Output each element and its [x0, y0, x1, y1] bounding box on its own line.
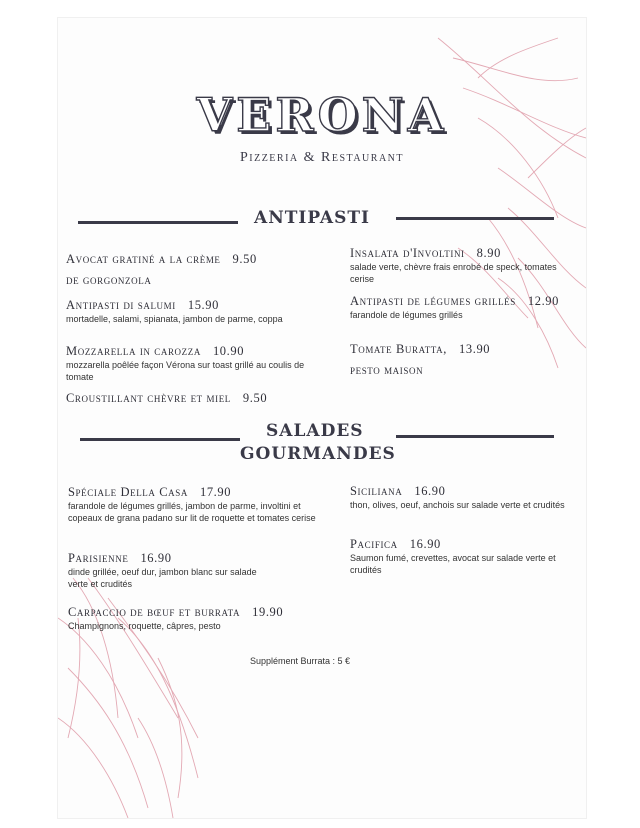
item-price: 16.90	[140, 551, 172, 565]
menu-item	[350, 246, 575, 285]
menu-item	[66, 252, 257, 288]
item-price: 10.90	[212, 344, 245, 358]
salades-title: SALADES	[266, 421, 364, 441]
menu-item	[68, 551, 278, 590]
menu-item	[66, 344, 306, 383]
menu-item	[350, 484, 575, 511]
menu-page	[58, 18, 586, 818]
menu-item	[350, 537, 570, 576]
item-description: farandole de légumes grillés, jambon de parme, involtini et copeaux de grana padano sur lit de roquette et tomates cerise	[68, 501, 316, 523]
item-title	[350, 484, 575, 499]
item-title	[350, 246, 575, 261]
item-title	[68, 551, 278, 566]
menu-item	[66, 298, 326, 325]
item-name: Pacifica	[350, 537, 398, 551]
item-name: Siciliana	[350, 484, 403, 498]
item-name: Croustillant chèvre et miel	[66, 391, 231, 405]
item-description: mortadelle, salami, spianata, jambon de parme, coppa	[66, 314, 283, 324]
item-name: Parisienne	[68, 551, 129, 565]
brand-tagline: Pizzeria & Restaurant	[239, 150, 405, 165]
item-name: Antipasti di salumi	[66, 298, 176, 312]
item-price: 9.50	[242, 391, 268, 405]
item-name: Spéciale Della Casa	[68, 485, 188, 499]
burrata-supplement-note: Supplément Burrata : 5 €	[250, 656, 351, 666]
menu-item	[350, 294, 582, 321]
item-description: mozzarella poêlée façon Vérona sur toast grillé au coulis de tomate	[66, 360, 305, 382]
menu-item	[350, 342, 490, 378]
item-description: salade verte, chèvre frais enrobé de speck, tomates cerise	[350, 262, 557, 284]
item-description: thon, olives, oeuf, anchois sur salade verte et crudités	[350, 500, 565, 510]
item-price: 8.90	[476, 246, 501, 260]
brand-logo: VERONA	[196, 88, 448, 142]
item-price: 16.90	[409, 537, 441, 551]
antipasti-rule-right	[396, 217, 554, 220]
item-description: Champignons, roquette, câpres, pesto	[68, 621, 221, 631]
salades-subtitle: GOURMANDES	[240, 444, 396, 464]
item-description: Saumon fumé, crevettes, avocat sur salade verte et crudités	[350, 553, 556, 575]
item-title	[66, 344, 306, 359]
item-name: Antipasti de légumes grillés	[350, 294, 516, 308]
item-title	[66, 252, 257, 267]
item-title	[66, 298, 326, 313]
antipasti-rule-left	[78, 221, 238, 224]
item-title	[66, 391, 267, 406]
item-title	[350, 342, 490, 357]
item-title-continuation: de gorgonzola	[66, 273, 152, 287]
salades-rule-right	[396, 435, 554, 438]
item-price: 13.90	[459, 342, 491, 356]
item-price: 15.90	[187, 298, 219, 312]
item-description: dinde grillée, oeuf dur, jambon blanc sur salade verte et crudités	[68, 567, 257, 589]
item-title	[68, 485, 323, 500]
salades-rule-left	[80, 438, 240, 441]
item-title	[350, 294, 582, 309]
item-description: farandole de légumes grillés	[350, 310, 463, 320]
item-name: Tomate Buratta,	[350, 342, 448, 356]
item-price: 16.90	[414, 484, 446, 498]
antipasti-title: ANTIPASTI	[254, 208, 370, 228]
item-title	[350, 537, 570, 552]
item-name: Insalata d'Involtini	[350, 246, 465, 260]
item-name: Avocat gratiné a la crème	[66, 252, 221, 266]
item-name: Carpaccio de bœuf et burrata	[68, 605, 241, 619]
item-price: 12.90	[527, 294, 559, 308]
item-name: Mozzarella in carozza	[66, 344, 201, 358]
item-title-continuation: pesto maison	[350, 363, 424, 377]
menu-item	[68, 485, 323, 524]
item-title	[68, 605, 283, 620]
menu-item	[68, 605, 283, 632]
item-price: 17.90	[199, 485, 232, 499]
menu-item	[66, 391, 267, 406]
item-price: 19.90	[252, 605, 284, 619]
item-price: 9.50	[232, 252, 257, 266]
